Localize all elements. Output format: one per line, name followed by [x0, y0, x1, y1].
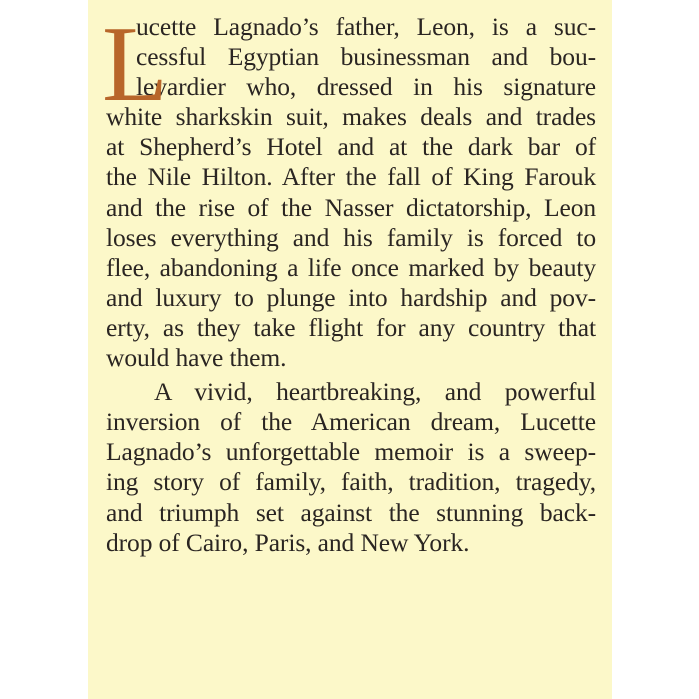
- text-line: drop of Cairo, Paris, and New York.: [106, 527, 470, 557]
- text-line: the Nile Hilton. After the fall of King Farouk: [106, 162, 596, 192]
- text-line: and the rise of the Nasser dictatorship, Leon: [106, 192, 596, 222]
- text-line: at Shepherd’s Hotel and at the dark bar of: [106, 132, 596, 162]
- text-line: white sharkskin suit, makes deals and trades: [106, 102, 596, 132]
- text-line: would have them.: [106, 343, 287, 373]
- paragraph-2: [106, 377, 596, 558]
- text-line: A vivid, heartbreaking, and powerful: [154, 377, 596, 407]
- text-line: and triumph set against the stunning back-: [106, 497, 596, 527]
- text-line: ucette Lagnado’s father, Leon, is a suc-: [136, 12, 596, 41]
- text-line: Lagnado’s unforgettable memoir is a sweep-: [106, 437, 596, 467]
- text-line: erty, as they take flight for any country that: [106, 312, 596, 342]
- text-line: flee, abandoning a life once marked by beauty: [106, 252, 596, 282]
- text-line: inversion of the American dream, Lucette: [106, 407, 596, 437]
- text-line: cessful Egyptian businessman and bou-: [136, 42, 596, 72]
- paragraph-1: [106, 12, 596, 373]
- text-line: levardier who, dressed in his signature: [136, 72, 596, 102]
- text-line: ing story of family, faith, tradition, tragedy,: [106, 467, 596, 497]
- text-line: and luxury to plunge into hardship and pov-: [106, 282, 596, 312]
- text-line: loses everything and his family is forced to: [106, 222, 596, 252]
- book-description: [102, 5, 596, 558]
- drop-cap-letter: L: [102, 5, 168, 124]
